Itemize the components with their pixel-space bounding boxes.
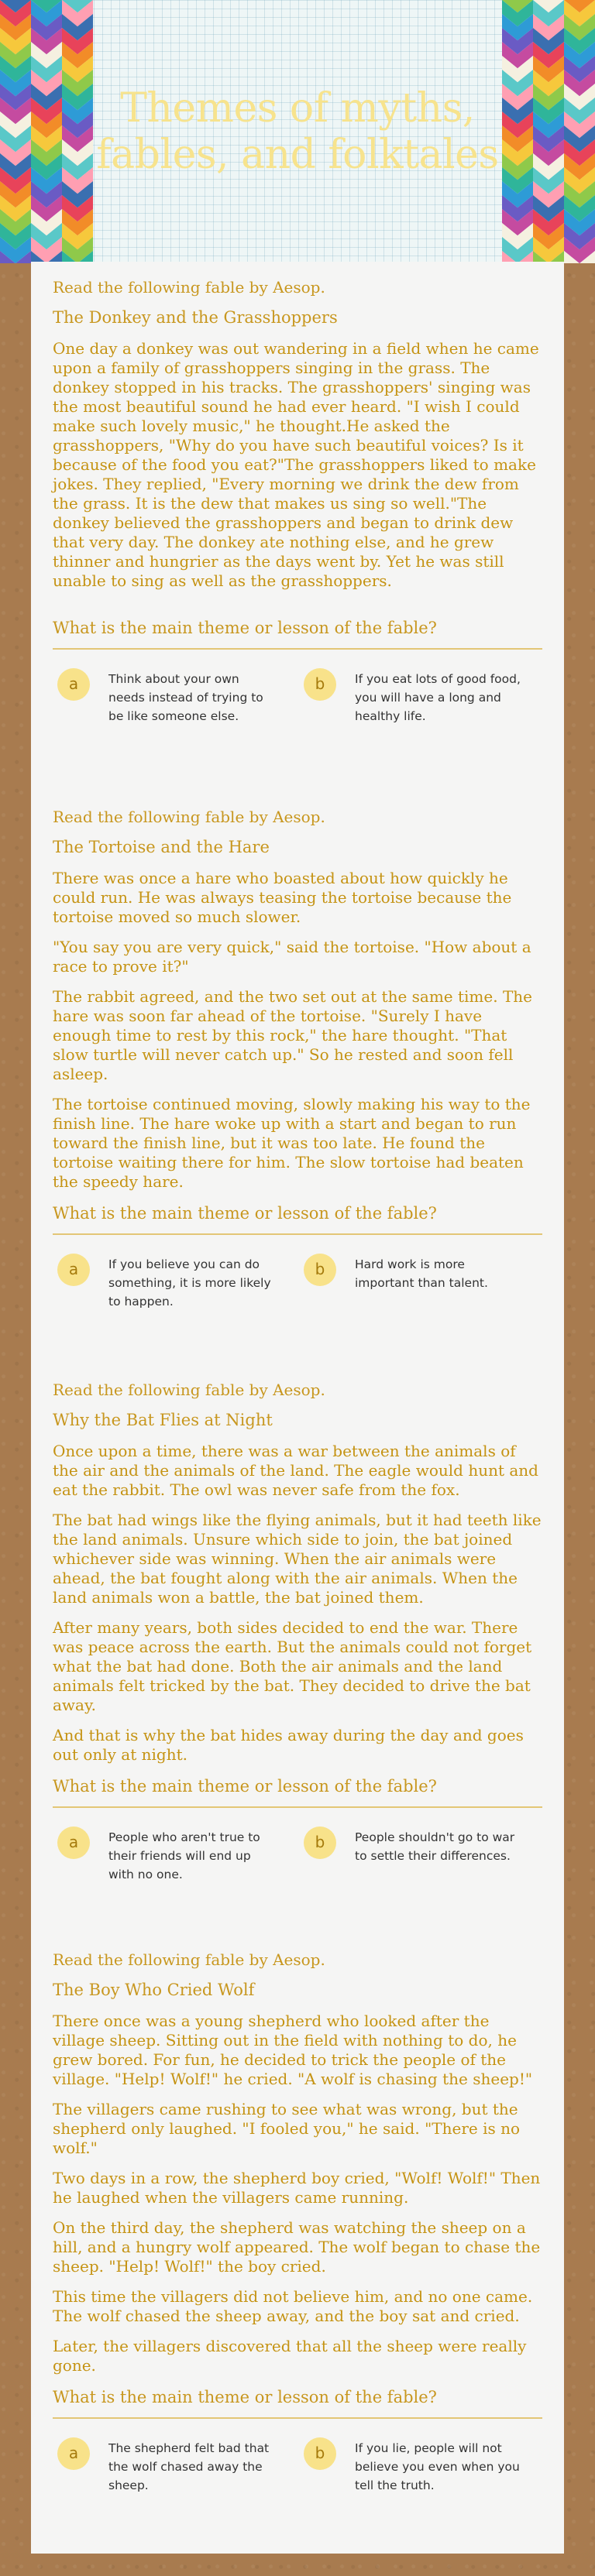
question: What is the main theme or lesson of the fable? bbox=[53, 1202, 542, 1235]
fable-paragraph: The bat had wings like the flying animals, but it had teeth like the land animals. Unsure which side to join, the bat joined whichever side was winning. When the air animals were ahead, the bat fought along with the air animals. When the land animals won a battle, the bat joined them. bbox=[53, 1511, 542, 1607]
fable-paragraph: Once upon a time, there was a war between the animals of the air and the animals of the land. The eagle would hunt and eat the rabbit. The owl was never safe from the fox. bbox=[53, 1442, 538, 1499]
answer-badge-a: a bbox=[57, 1827, 90, 1859]
question: What is the main theme or lesson of the fable? bbox=[53, 1775, 542, 1808]
fable-title: The Tortoise and the Hare bbox=[53, 838, 270, 856]
fable-section bbox=[53, 807, 542, 1336]
fable-paragraph: The villagers came rushing to see what was wrong, but the shepherd only laughed. "I fooled you," he said. "There is no wolf." bbox=[53, 2100, 521, 2157]
fable-prompt: Read the following fable by Aesop. bbox=[53, 808, 325, 826]
fable-paragraph: The rabbit agreed, and the two set out at the same time. The hare was soon far ahead of the tortoise. "Surely I have enough time to rest by this rock," the hare thought. "That slow turtle will never catch up." So he rested and soon fell asleep. bbox=[53, 987, 532, 1083]
question: What is the main theme or lesson of the fable? bbox=[53, 617, 542, 650]
chevron-pattern-left bbox=[0, 0, 93, 263]
answer-text-a: The shepherd felt bad that the wolf chased away the sheep. bbox=[108, 2441, 270, 2492]
answer-badge-b: b bbox=[304, 1254, 336, 1286]
answer-text-b: If you lie, people will not believe you even when you tell the truth. bbox=[355, 2441, 520, 2492]
fable-title: Why the Bat Flies at Night bbox=[53, 1411, 273, 1429]
answer-badge-b: b bbox=[304, 1827, 336, 1859]
header-banner bbox=[0, 0, 595, 263]
answer-badge-a: a bbox=[57, 2437, 90, 2470]
fable-paragraph: And that is why the bat hides away during the day and goes out only at night. bbox=[53, 1726, 524, 1764]
page-title: Themes of myths, fables, and folktales bbox=[96, 85, 499, 178]
fable-prompt: Read the following fable by Aesop. bbox=[53, 278, 325, 297]
chevron-pattern-right bbox=[502, 0, 595, 263]
answer-options bbox=[53, 1250, 542, 1336]
answer-options bbox=[53, 2434, 542, 2519]
fable-paragraph: There once was a young shepherd who looked after the village sheep. Sitting out in the field with nothing to do, he grew bored. For fun, he decided to trick the people of the village. "Help! Wolf!" he cried. "A wolf is chasing the sheep!" bbox=[53, 2012, 533, 2088]
answer-badge-b: b bbox=[304, 668, 336, 701]
fable-section bbox=[53, 1950, 542, 2519]
answer-text-b: People shouldn't go to war to settle their differences. bbox=[355, 1830, 515, 1863]
fable-paragraph: There was once a hare who boasted about how quickly he could run. He was always teasing the tortoise because the tortoise moved so much slower. bbox=[53, 869, 512, 926]
answer-badge-a: a bbox=[57, 668, 90, 701]
fable-section bbox=[53, 277, 542, 750]
answer-text-a: Think about your own needs instead of trying to be like someone else. bbox=[108, 672, 263, 723]
fable-paragraph: After many years, both sides decided to end the war. There was peace across the earth. But the animals could not forget what the bat had done. Both the air animals and the land animals felt tricked by the bat. They decided to drive the bat away. bbox=[53, 1618, 532, 1714]
fable-paragraph: The tortoise continued moving, slowly making his way to the finish line. The hare woke up with a start and began to run toward the finish line, but it was too late. He found the tortoise waiting there for him. The slow tortoise had beaten the speedy hare. bbox=[53, 1095, 531, 1191]
fable-section bbox=[53, 1380, 542, 1909]
fable-paragraph: "You say you are very quick," said the tortoise. "How about a race to prove it?" bbox=[53, 938, 531, 976]
fable-title: The Boy Who Cried Wolf bbox=[53, 1981, 255, 1999]
content-card bbox=[31, 262, 564, 2554]
fable-paragraph: On the third day, the shepherd was watching the sheep on a hill, and a hungry wolf appeared. The wolf began to chase the sheep. "Help! Wolf!" the boy cried. bbox=[53, 2218, 541, 2276]
fable-paragraph: Later, the villagers discovered that all the sheep were really gone. bbox=[53, 2337, 527, 2375]
answer-text-b: If you eat lots of good food, you will have a long and healthy life. bbox=[355, 672, 521, 723]
fable-title: The Donkey and the Grasshoppers bbox=[53, 308, 338, 327]
answer-badge-a: a bbox=[57, 1254, 90, 1286]
fable-prompt: Read the following fable by Aesop. bbox=[53, 1950, 325, 1969]
answer-badge-b: b bbox=[304, 2437, 336, 2470]
answer-options bbox=[53, 1823, 542, 1909]
fable-paragraph: One day a donkey was out wandering in a field when he came upon a family of grasshoppers singing in the grass. The donkey stopped in his tracks. The grasshoppers' singing was the most beautiful sound he had ever heard. "I wish I could make such lovely music," he thought.He asked the grasshoppers, "Why do you have such beautiful voices? Is it because of the food you eat?"The grasshoppers liked to make jokes. They replied, "Every morning we drink the dew from the grass. It is the dew that makes us sing so well."The donkey believed the grasshoppers and began to drink dew that very day. The donkey ate nothing else, and he grew thinner and hungrier as the days went by. Yet he was still unable to sing as well as the grasshoppers. bbox=[53, 339, 539, 590]
fable-prompt: Read the following fable by Aesop. bbox=[53, 1381, 325, 1399]
question: What is the main theme or lesson of the fable? bbox=[53, 2386, 542, 2419]
answer-text-a: People who aren't true to their friends will end up with no one. bbox=[108, 1830, 260, 1881]
fable-paragraph: This time the villagers did not believe him, and no one came. The wolf chased the sheep away, and the boy sat and cried. bbox=[53, 2287, 533, 2325]
answer-options bbox=[53, 665, 542, 750]
fable-paragraph: Two days in a row, the shepherd boy cried, "Wolf! Wolf!" Then he laughed when the villagers came running. bbox=[53, 2169, 541, 2207]
answer-text-b: Hard work is more important than talent. bbox=[355, 1257, 488, 1290]
answer-text-a: If you believe you can do something, it is more likely to happen. bbox=[108, 1257, 271, 1309]
